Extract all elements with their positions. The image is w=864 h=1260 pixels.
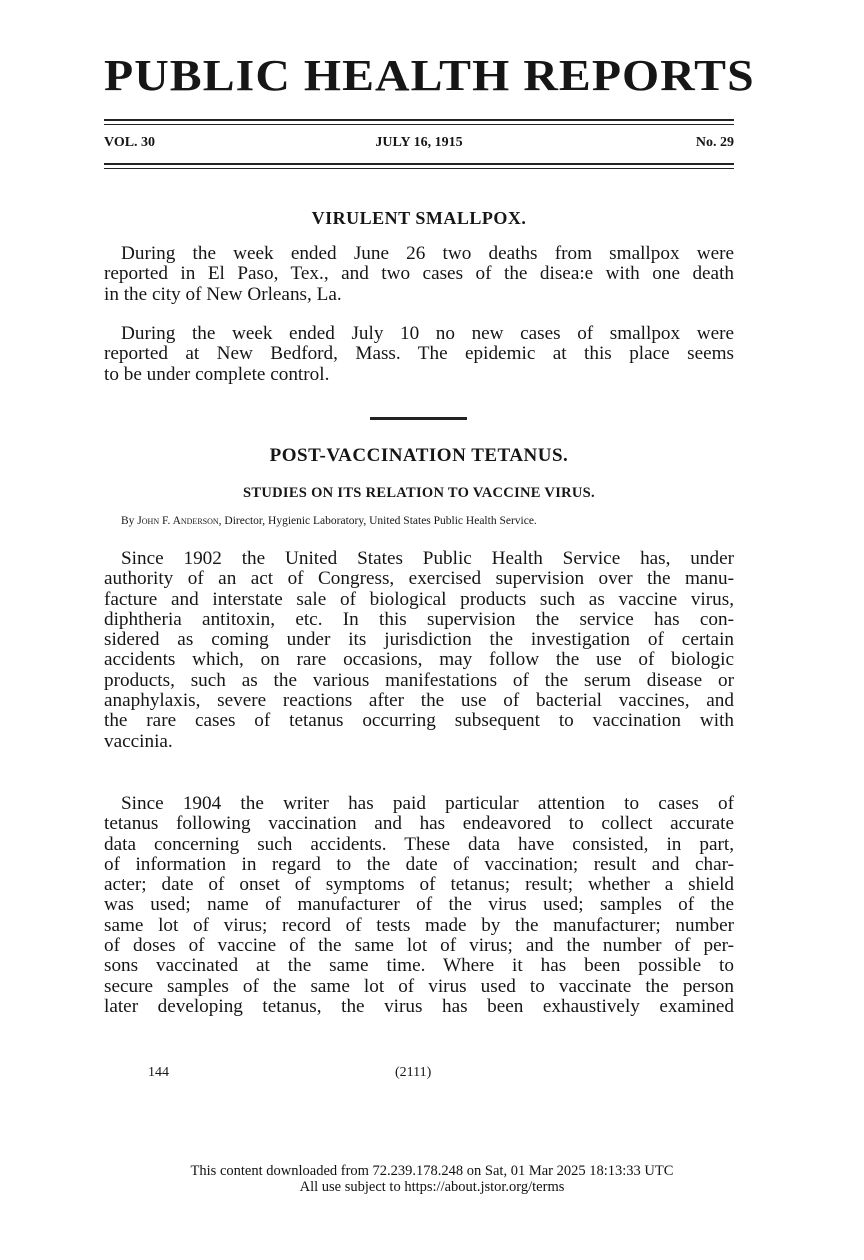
- text-line: diphtheria antitoxin, etc. In this supervision the service has con-: [104, 608, 734, 630]
- text-line: anaphylaxis, severe reactions after the use of bacterial vaccines, and: [104, 690, 734, 712]
- text-line: accidents which, on rare occasions, may follow the use of biologic: [104, 649, 734, 671]
- smallpox-paragraph-1: [104, 244, 734, 305]
- journal-title: PUBLIC HEALTH REPORTS: [104, 51, 755, 100]
- smallpox-paragraph-2: [104, 324, 734, 385]
- text-line: data concerning such accidents. These data have consisted, in part,: [104, 833, 734, 855]
- text-line: sidered as coming under its jurisdiction the investigation of certain: [104, 629, 734, 651]
- text-line: reported in El Paso, Tex., and two cases of the disea:e with one death: [104, 263, 734, 285]
- masthead-rule-top: [104, 119, 734, 121]
- tetanus-paragraph-1: [104, 549, 734, 752]
- download-notice-line: This content downloaded from 72.239.178.248 on Sat, 01 Mar 2025 18:13:33 UTC: [190, 1163, 674, 1179]
- text-line: acter; date of onset of symptoms of tetanus; result; whether a shield: [104, 874, 734, 896]
- text-line: Since 1902 the United States Public Health Service has, under: [121, 548, 734, 569]
- issue-date: JULY 16, 1915: [375, 135, 463, 150]
- text-line: authority of an act of Congress, exercised supervision over the manu-: [104, 568, 734, 590]
- masthead-rule-bottom: [104, 163, 734, 165]
- author-byline: [121, 512, 741, 530]
- page-number: 144: [148, 1065, 169, 1080]
- text-line: later developing tetanus, the virus has been exhaustively examined: [104, 995, 734, 1017]
- article-title-tetanus: POST-VACCINATION TETANUS.: [269, 445, 569, 466]
- text-line: vaccinia.: [104, 730, 173, 752]
- text-line: sons vaccinated at the same time. Where it has been possible to: [104, 955, 734, 977]
- terms-notice-line[interactable]: All use subject to https://about.jstor.org/terms: [299, 1179, 565, 1195]
- text-line: of doses of vaccine of the same lot of virus; and the number of per-: [104, 935, 734, 957]
- volume-number: VOL. 30: [104, 135, 156, 150]
- text-line: reported at New Bedford, Mass. The epidemic at this place seems: [104, 343, 734, 365]
- issue-number: No. 29: [695, 135, 734, 150]
- text-line: the rare cases of tetanus occurring subsequent to vaccination with: [104, 710, 734, 732]
- text-line: During the week ended June 26 two deaths from smallpox were: [121, 243, 734, 264]
- text-line: in the city of New Orleans, La.: [104, 283, 342, 305]
- text-line: of information in regard to the date of vaccination; result and char-: [104, 853, 734, 875]
- download-notice: [0, 1163, 864, 1195]
- sequence-number: (2111): [395, 1065, 432, 1080]
- byline-prefix: By: [121, 515, 135, 527]
- masthead-rule-bottom-thin: [104, 168, 734, 169]
- text-line: facture and interstate sale of biological products such as vaccine virus,: [104, 588, 734, 610]
- text-line: same lot of virus; record of tests made by the manufacturer; number: [104, 914, 734, 936]
- section-divider: [370, 417, 467, 420]
- article-title-smallpox: VIRULENT SMALLPOX.: [311, 208, 527, 228]
- article-subtitle: STUDIES ON ITS RELATION TO VACCINE VIRUS.: [243, 485, 595, 501]
- text-line: was used; name of manufacturer of the virus used; samples of the: [104, 894, 734, 916]
- text-line: During the week ended July 10 no new cases of smallpox were: [121, 323, 734, 344]
- tetanus-paragraph-2: [104, 794, 734, 1017]
- byline-affiliation: Director, Hygienic Laboratory, United States Public Health Service.: [224, 515, 537, 527]
- text-line: secure samples of the same lot of virus used to vaccinate the person: [104, 975, 734, 997]
- byline-author: John F. Anderson,: [137, 515, 222, 527]
- text-line: products, such as the various manifestations of the serum disease or: [104, 669, 734, 691]
- text-line: tetanus following vaccination and has endeavored to collect accurate: [104, 813, 734, 835]
- text-line: Since 1904 the writer has paid particular attention to cases of: [121, 793, 734, 814]
- masthead-rule-top-thin: [104, 124, 734, 125]
- text-line: to be under complete control.: [104, 363, 330, 385]
